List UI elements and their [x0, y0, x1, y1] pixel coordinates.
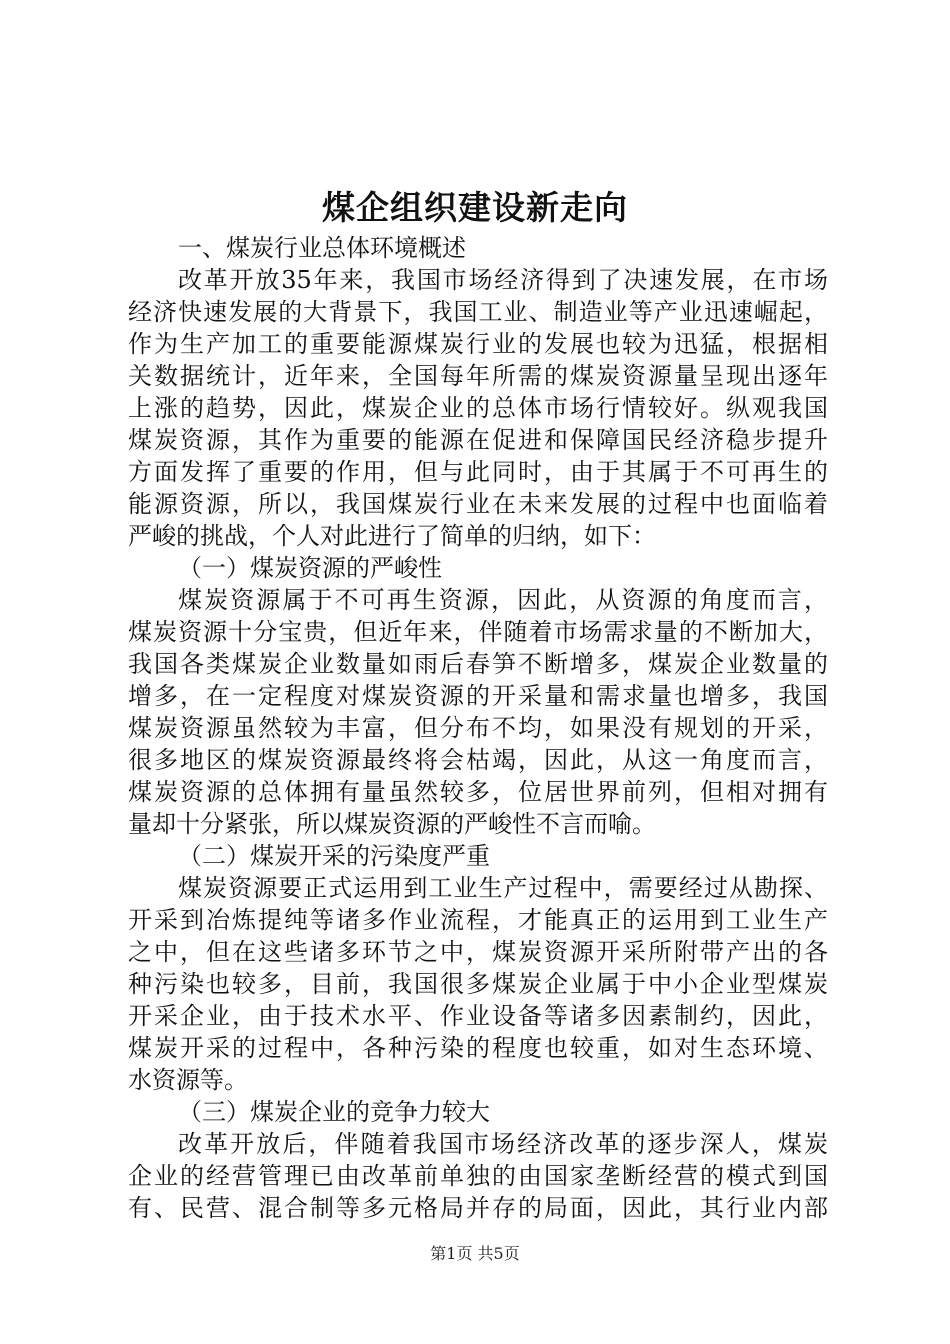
paragraph-line: 作为生产加工的重要能源煤炭行业的发展也较为迅猛，根据相	[128, 330, 828, 358]
section-heading-3: （二）煤炭开采的污染度严重	[178, 842, 490, 870]
paragraph-line: 种污染也较多，目前，我国很多煤炭企业属于中小企业型煤炭	[128, 970, 828, 998]
paragraph-line: 煤炭资源，其作为重要的能源在促进和保障国民经济稳步提升	[128, 426, 828, 454]
paragraph-line: 煤炭资源要正式运用到工业生产过程中，需要经过从勘探、	[178, 874, 828, 902]
paragraph-line: 之中，但在这些诸多环节之中，煤炭资源开采所附带产出的各	[128, 938, 828, 966]
paragraph-line: 经济快速发展的大背景下，我国工业、制造业等产业迅速崛起，	[128, 298, 828, 326]
paragraph-line: 企业的经营管理已由改革前单独的由国家垄断经营的模式到国	[128, 1162, 828, 1190]
paragraph-line: 煤炭资源虽然较为丰富，但分布不均，如果没有规划的开采，	[128, 714, 828, 742]
paragraph-line: 我国各类煤炭企业数量如雨后春笋不断增多，煤炭企业数量的	[128, 650, 828, 678]
paragraph-line: 改革开放35年来，我国市场经济得到了决速发展，在市场	[178, 266, 828, 294]
paragraph-line: 能源资源，所以，我国煤炭行业在未来发展的过程中也面临着	[128, 490, 828, 518]
paragraph-line: 增多，在一定程度对煤炭资源的开采量和需求量也增多，我国	[128, 682, 828, 710]
section-heading-1: 一、煤炭行业总体环境概述	[178, 234, 466, 262]
page-footer: 第1页 共5页	[430, 1244, 520, 1263]
document-body	[128, 232, 828, 1224]
paragraph-line: 煤炭资源属于不可再生资源，因此，从资源的角度而言，	[178, 586, 828, 614]
paragraph-line: 上涨的趋势，因此，煤炭企业的总体市场行情较好。纵观我国	[128, 394, 828, 422]
paragraph-2	[128, 584, 828, 840]
paragraph-line: 很多地区的煤炭资源最终将会枯竭，因此，从这一角度而言，	[128, 746, 828, 774]
paragraph-line: 开采到冶炼提纯等诸多作业流程，才能真正的运用到工业生产	[128, 906, 828, 934]
paragraph-line: 有、民营、混合制等多元格局并存的局面，因此，其行业内部	[128, 1194, 828, 1222]
paragraph-line: 量却十分紧张，所以煤炭资源的严峻性不言而喻。	[128, 810, 656, 838]
section-heading-2: （一）煤炭资源的严峻性	[178, 554, 442, 582]
paragraph-line: 煤炭开采的过程中，各种污染的程度也较重，如对生态环境、	[128, 1034, 828, 1062]
paragraph-line: 水资源等。	[128, 1066, 248, 1094]
document-title: 煤企组织建设新走向	[322, 188, 628, 227]
paragraph-line: 严峻的挑战，个人对此进行了简单的归纳，如下：	[128, 522, 656, 550]
paragraph-line: 煤炭资源的总体拥有量虽然较多，位居世界前列，但相对拥有	[128, 778, 828, 806]
section-heading-4: （三）煤炭企业的竞争力较大	[178, 1098, 490, 1126]
paragraph-line: 开采企业，由于技术水平、作业设备等诸多因素制约，因此，	[128, 1002, 828, 1030]
paragraph-line: 煤炭资源十分宝贵，但近年来，伴随着市场需求量的不断加大，	[128, 618, 828, 646]
paragraph-line: 改革开放后，伴随着我国市场经济改革的逐步深人，煤炭	[178, 1130, 828, 1158]
paragraph-line: 方面发挥了重要的作用，但与此同时，由于其属于不可再生的	[128, 458, 828, 486]
paragraph-3	[128, 872, 828, 1096]
paragraph-4	[128, 1128, 828, 1224]
paragraph-line: 关数据统计，近年来，全国每年所需的煤炭资源量呈现出逐年	[128, 362, 828, 390]
paragraph-1	[128, 264, 828, 552]
